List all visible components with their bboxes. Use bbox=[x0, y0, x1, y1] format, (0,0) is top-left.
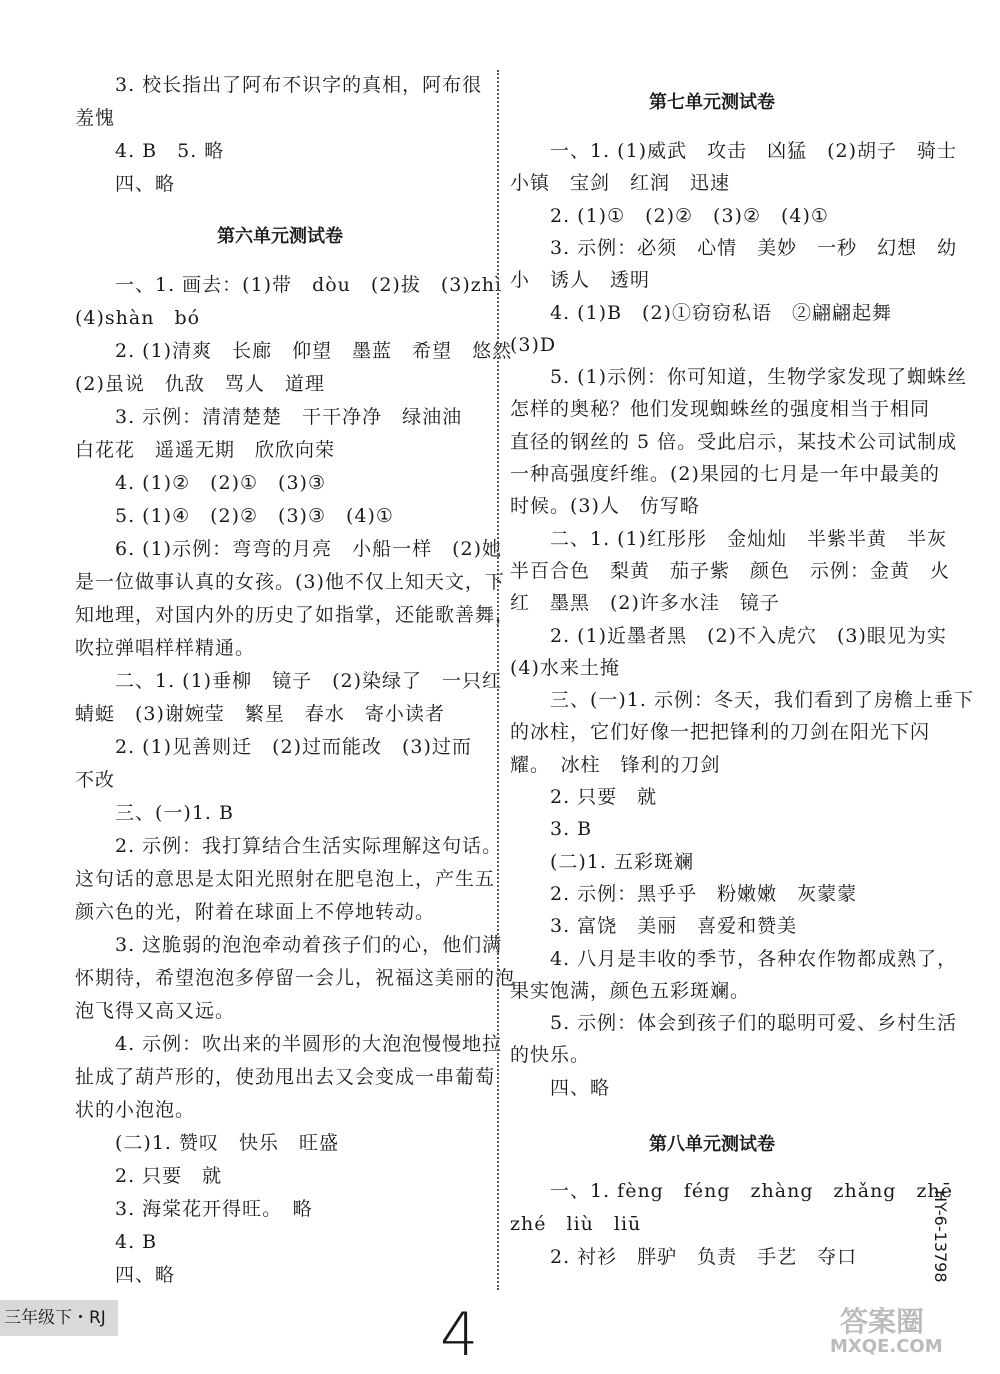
text-line: (2)虽说 仇敌 骂人 道理 bbox=[75, 373, 325, 395]
grade-footer: 三年级下・RJ bbox=[0, 1300, 118, 1336]
text-line: 小镇 宝剑 红润 迅速 bbox=[510, 172, 731, 195]
section-title: 第六单元测试卷 bbox=[217, 226, 343, 247]
text-line: 2. 只要 就 bbox=[115, 1165, 223, 1187]
text-line: 泡飞得又高又远。 bbox=[75, 1000, 236, 1022]
text-line: 4. B 5. 略 bbox=[115, 140, 225, 162]
text-line: 蜻蜓 (3)谢婉莹 繁星 春水 寄小读者 bbox=[75, 703, 445, 725]
text-line: 3. 这脆弱的泡泡牵动着孩子们的心，他们满 bbox=[115, 934, 503, 956]
text-line: 二、1. (1)红彤彤 金灿灿 半紫半黄 半灰 bbox=[550, 527, 948, 550]
text-line: 一、1. (1)威武 攻击 凶猛 (2)胡子 骑士 bbox=[550, 140, 957, 162]
text-line: 这句话的意思是太阳光照射在肥皂泡上，产生五 bbox=[75, 868, 496, 890]
text-line: 知地理，对国内外的历史了如指掌，还能歌善舞， bbox=[75, 604, 516, 626]
text-line: (4)shàn bó bbox=[75, 307, 201, 329]
text-line: 2. 只要 就 bbox=[550, 786, 658, 808]
text-line: 小 诱人 透明 bbox=[510, 269, 651, 292]
text-line: 2. (1)见善则迁 (2)过而能改 (3)过而 bbox=[115, 736, 472, 758]
text-line: 3. 示例：清清楚楚 干干净净 绿油油 bbox=[115, 406, 463, 428]
text-line: 4. (1)B (2)①窃窃私语 ②翩翩起舞 bbox=[550, 301, 892, 324]
text-line: 2. 衬衫 胖驴 负责 手艺 夺口 bbox=[550, 1246, 858, 1268]
text-line: 四、略 bbox=[550, 1076, 611, 1099]
text-line: 红 墨黑 (2)许多水洼 镜子 bbox=[510, 592, 780, 615]
page-number: 4 bbox=[440, 1300, 479, 1370]
text-line: 状的小泡泡。 bbox=[75, 1099, 196, 1121]
text-line: 5. (1)示例：你可知道，生物学家发现了蜘蛛丝 bbox=[550, 366, 968, 389]
text-line: 三、(一)1. 示例：冬天，我们看到了房檐上垂下 bbox=[550, 689, 974, 712]
text-line: 半百合色 梨黄 茄子紫 颜色 示例：金黄 火 bbox=[510, 559, 951, 582]
text-line: 白花花 遥遥无期 欣欣向荣 bbox=[75, 439, 336, 461]
text-line: (二)1. 赞叹 快乐 旺盛 bbox=[115, 1132, 339, 1154]
text-line: 3. 海棠花开得旺。 略 bbox=[115, 1198, 313, 1220]
text-line: 颜六色的光，附着在球面上不停地转动。 bbox=[75, 901, 436, 923]
text-line: 的冰柱，它们好像一把把锋利的刀剑在阳光下闪 bbox=[510, 721, 931, 744]
side-code: HY-6-13798 bbox=[931, 1190, 950, 1283]
watermark-small: MXQE.COM bbox=[830, 1336, 943, 1357]
text-line: 2. 示例：黑乎乎 粉嫩嫩 灰蒙蒙 bbox=[550, 882, 858, 905]
text-line: 是一位做事认真的女孩。(3)他不仅上知天文，下 bbox=[75, 571, 505, 593]
text-line: zhé liù liū bbox=[510, 1213, 642, 1235]
text-line: 2. (1)清爽 长廊 仰望 墨蓝 希望 悠然 bbox=[115, 340, 513, 362]
watermark-logo bbox=[820, 1300, 990, 1360]
text-line: 5. (1)④ (2)② (3)③ (4)① bbox=[115, 505, 394, 527]
watermark-big: 答案圈 bbox=[840, 1305, 925, 1338]
text-line: 3. 富饶 美丽 喜爱和赞美 bbox=[550, 915, 798, 938]
text-line: 3. 示例：必须 心情 美妙 一秒 幻想 幼 bbox=[550, 236, 958, 259]
text-line: 4. B bbox=[115, 1231, 158, 1253]
text-line: 四、略 bbox=[115, 1264, 176, 1286]
text-line: 一、1. fèng féng zhàng zhǎng zhē bbox=[550, 1180, 953, 1202]
section-title: 第八单元测试卷 bbox=[649, 1134, 775, 1155]
text-line: 怎样的奥秘？他们发现蜘蛛丝的强度相当于相同 bbox=[510, 398, 931, 421]
text-line: 2. (1)① (2)② (3)② (4)① bbox=[550, 204, 829, 227]
text-line: 3. 校长指出了阿布不识字的真相，阿布很 bbox=[115, 74, 483, 96]
text-line: 一、1. 画去：(1)带 dòu (2)拔 (3)zhì bbox=[115, 274, 503, 296]
text-line: 2. (1)近墨者黑 (2)不入虎穴 (3)眼见为实 bbox=[550, 624, 947, 647]
text-line: 四、略 bbox=[115, 173, 176, 195]
text-line: 4. (1)② (2)① (3)③ bbox=[115, 472, 327, 494]
text-line: (二)1. 五彩斑斓 bbox=[550, 850, 694, 873]
text-line: 一种高强度纤维。(2)果园的七月是一年中最美的 bbox=[510, 463, 940, 485]
text-line: 3. B bbox=[550, 818, 593, 841]
text-line: 直径的钢丝的 5 倍。受此启示，某技术公司试制成 bbox=[510, 430, 958, 453]
text-line: 扯成了葫芦形的，使劲甩出去又会变成一串葡萄 bbox=[75, 1066, 496, 1088]
text-line: 时候。(3)人 仿写略 bbox=[510, 495, 700, 518]
text-line: 耀。 冰柱 锋利的刀剑 bbox=[510, 753, 721, 776]
text-line: (4)水来土掩 bbox=[510, 656, 620, 679]
text-line: 怀期待，希望泡泡多停留一会儿，祝福这美丽的泡 bbox=[75, 967, 516, 989]
text-line: 三、(一)1. B bbox=[115, 802, 234, 824]
text-line: 的快乐。 bbox=[510, 1044, 591, 1067]
text-line: 羞愧 bbox=[75, 107, 116, 129]
column-divider bbox=[497, 70, 499, 1290]
section-title: 第七单元测试卷 bbox=[649, 92, 775, 113]
text-line: 5. 示例：体会到孩子们的聪明可爱、乡村生活 bbox=[550, 1012, 958, 1035]
text-line: 4. 八月是丰收的季节，各种农作物都成熟了， bbox=[550, 947, 958, 970]
text-line: 4. 示例：吹出来的半圆形的大泡泡慢慢地拉 bbox=[115, 1033, 503, 1055]
text-line: 不改 bbox=[75, 769, 116, 791]
text-line: 2. 示例：我打算结合生活实际理解这句话。 bbox=[115, 835, 503, 857]
text-line: 果实饱满，颜色五彩斑斓。 bbox=[510, 979, 751, 1002]
text-line: 吹拉弹唱样样精通。 bbox=[75, 637, 256, 659]
text-line: 6. (1)示例：弯弯的月亮 小船一样 (2)她 bbox=[115, 538, 502, 560]
text-line: 二、1. (1)垂柳 镜子 (2)染绿了 一只红 bbox=[115, 670, 502, 692]
text-line: (3)D bbox=[510, 333, 557, 356]
